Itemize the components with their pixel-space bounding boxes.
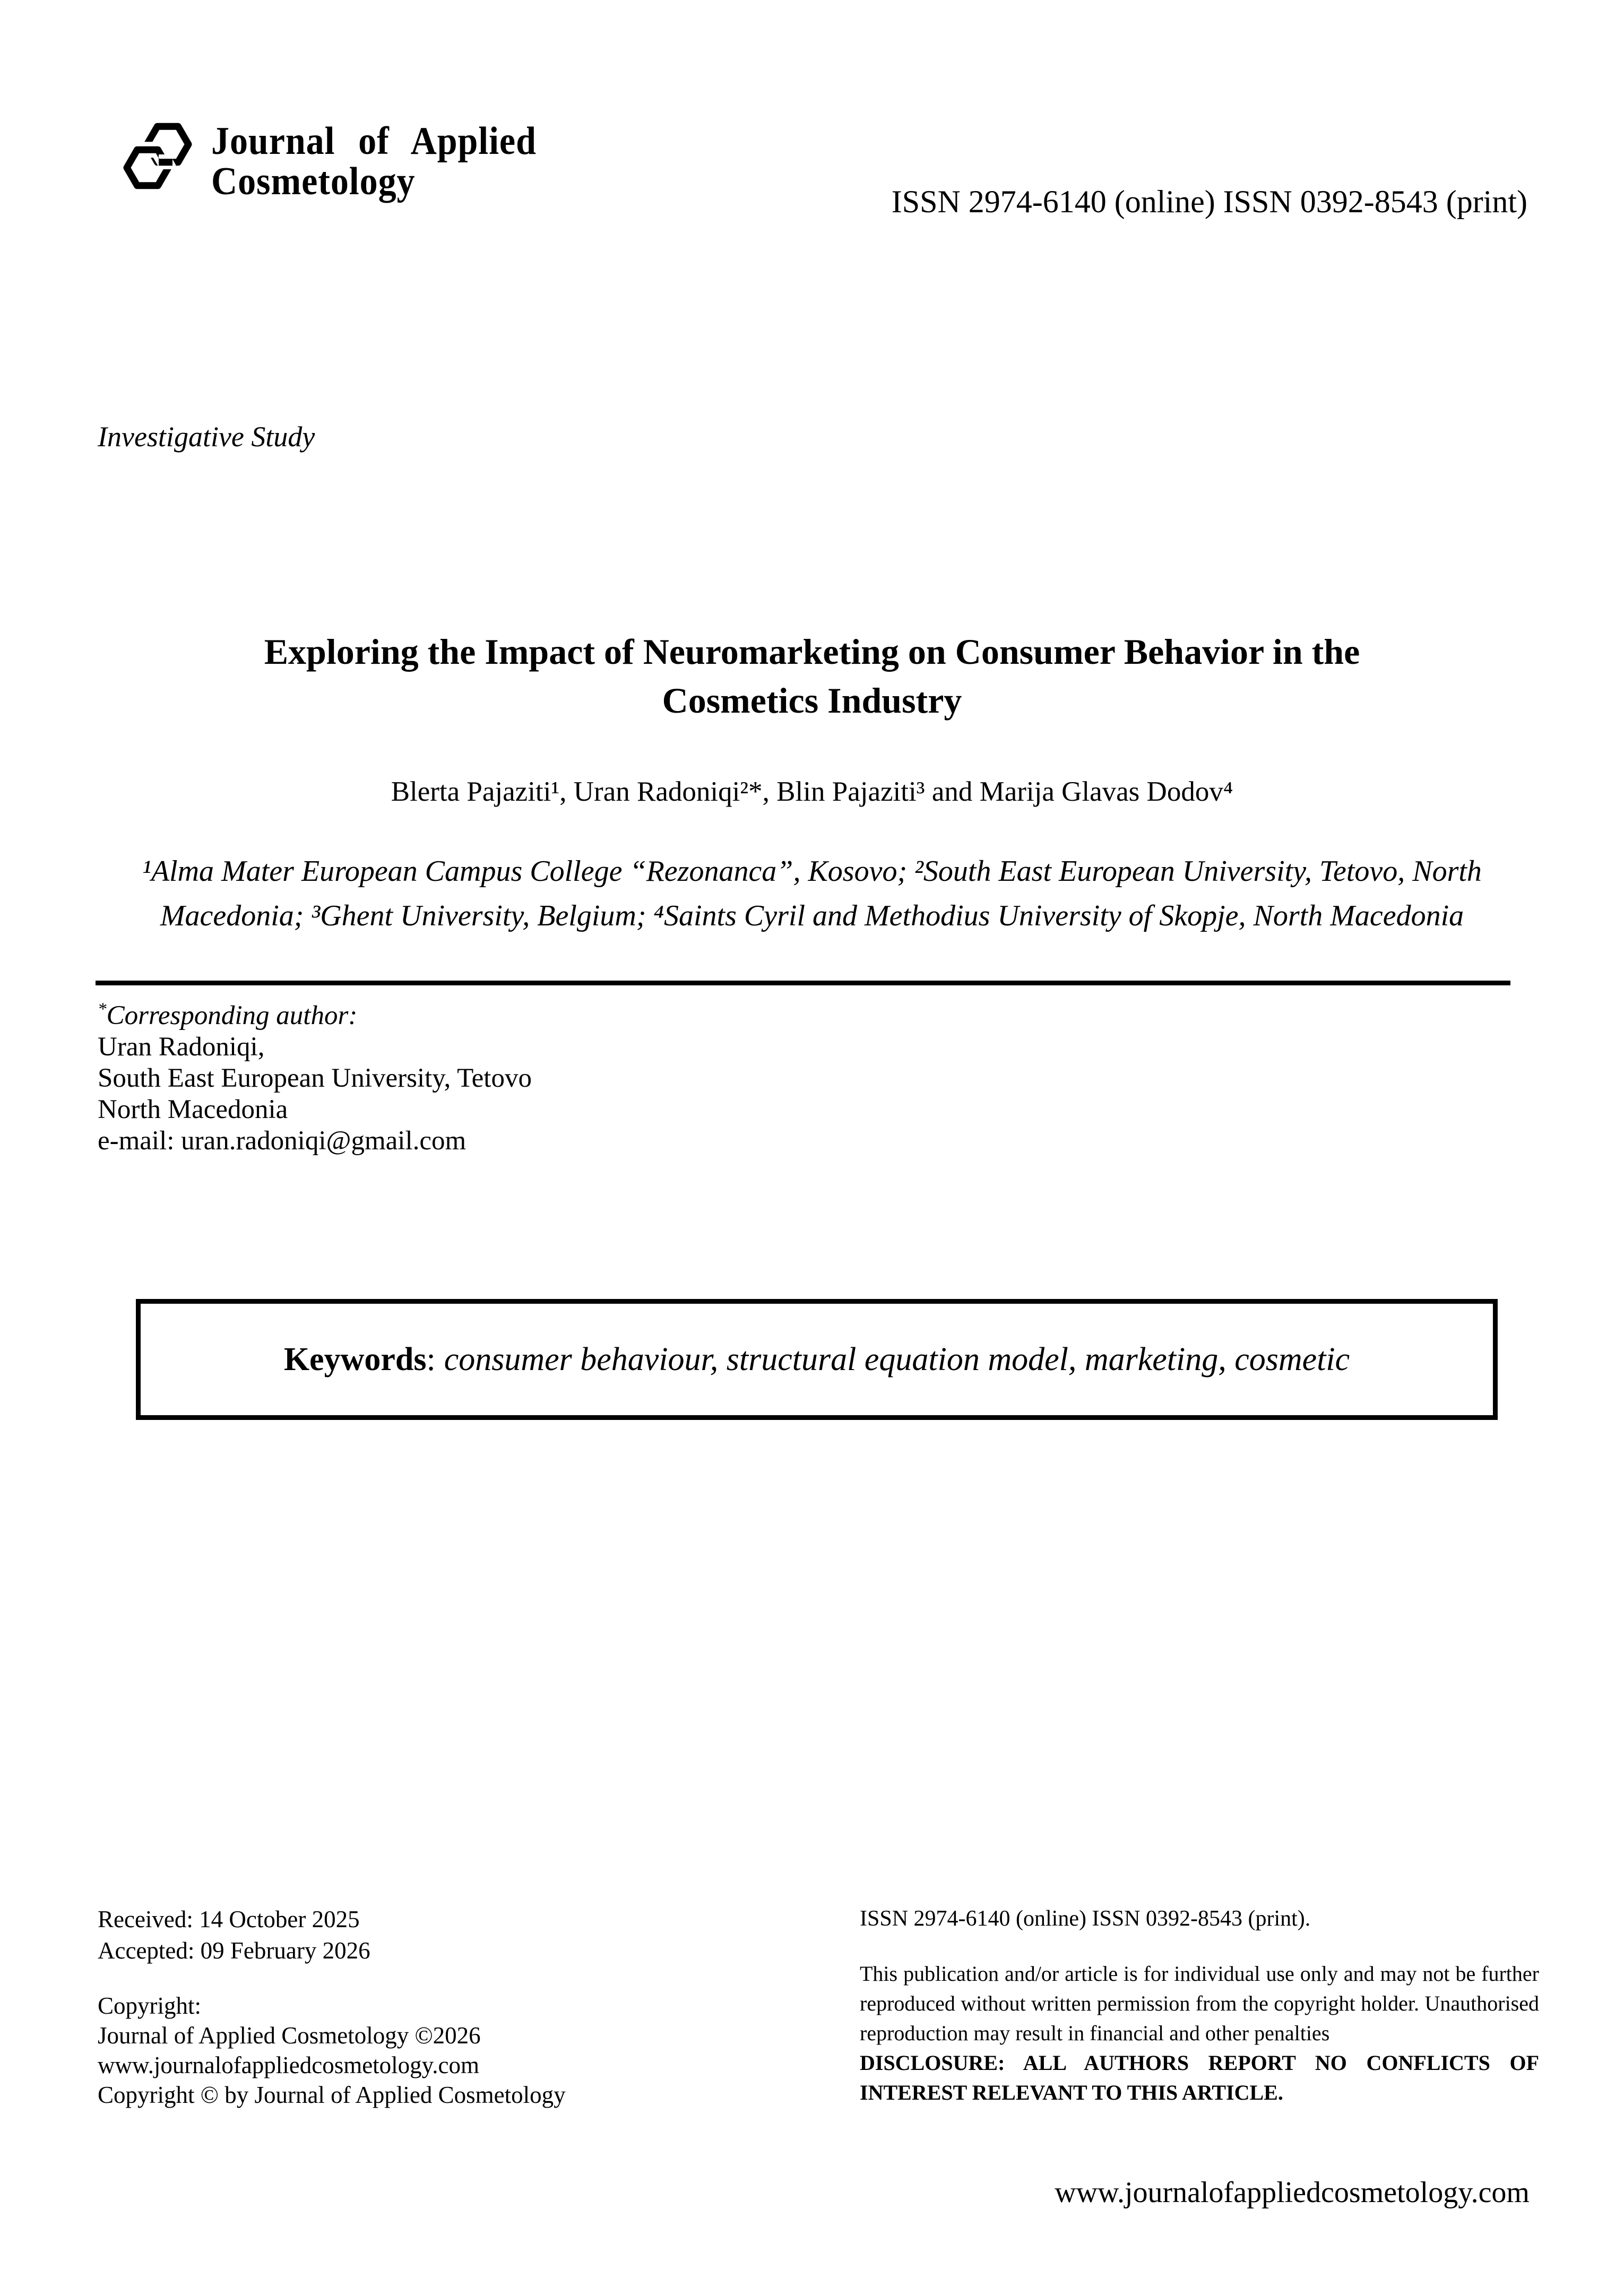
corresponding-author-country: North Macedonia <box>98 1095 288 1124</box>
affiliations: ¹Alma Mater European Campus College “Rezonanca”, Kosovo; ²South East European University, Tetovo, North Macedonia; ³Ghent University, Belgium; ⁴Saints Cyril and Methodius University of Skopje, North Macedonia <box>142 855 1482 932</box>
article-type-label: Investigative Study <box>98 421 315 453</box>
corresponding-author-institution: South East European University, Tetovo <box>98 1063 532 1093</box>
interlocked-hexagons-icon <box>120 121 195 191</box>
keywords-label: Keywords <box>283 1341 427 1377</box>
corresponding-author-block <box>98 993 532 1157</box>
authors-line: Blerta Pajaziti¹, Uran Radoniqi²*, Blin Pajaziti³ and Marija Glavas Dodov⁴ <box>391 776 1233 807</box>
received-date: Received: 14 October 2025 <box>98 1906 360 1933</box>
keywords-colon: : <box>426 1341 436 1377</box>
corresponding-asterisk: * <box>98 999 107 1019</box>
issn-footer: ISSN 2974-6140 (online) ISSN 0392-8543 (print). <box>860 1907 1311 1931</box>
copyright-heading: Copyright: <box>98 1992 202 2019</box>
journal-website: www.journalofappliedcosmetology.com <box>1055 2176 1530 2209</box>
copyright-notice: Copyright © by Journal of Applied Cosmetology <box>98 2082 566 2108</box>
journal-name <box>211 121 537 202</box>
copyright-owner: Journal of Applied Cosmetology ©2026 <box>98 2022 481 2049</box>
corresponding-author-email: e-mail: uran.radoniqi@gmail.com <box>98 1126 467 1156</box>
keywords-box <box>136 1299 1498 1420</box>
journal-name-line1: Journal of Applied <box>211 119 537 163</box>
corresponding-author-name: Uran Radoniqi, <box>98 1032 265 1062</box>
corresponding-label: Corresponding author: <box>106 1001 358 1030</box>
dates-copyright-block <box>98 1904 566 2110</box>
divider-rule <box>96 981 1510 985</box>
issn-disclosure-block <box>860 1904 1539 2108</box>
copyright-website: www.journalofappliedcosmetology.com <box>98 2052 479 2078</box>
article-title: Exploring the Impact of Neuromarketing on Consumer Behavior in the Cosmetics Industry <box>264 631 1360 721</box>
journal-logo <box>120 121 565 202</box>
disclosure-statement: DISCLOSURE: ALL AUTHORS REPORT NO CONFLICTS OF INTEREST RELEVANT TO THIS ARTICLE. <box>860 2051 1539 2104</box>
corresponding-author-heading <box>98 993 532 1032</box>
issn-header: ISSN 2974-6140 (online) ISSN 0392-8543 (print) <box>891 184 1527 219</box>
keywords-list: consumer behaviour, structural equation model, marketing, cosmetic <box>444 1341 1350 1377</box>
reproduction-notice: This publication and/or article is for individual use only and may not be further reproduced without written permission from the copyright holder. Unauthorised reproduction may result in financial and other penalties <box>860 1962 1539 2045</box>
accepted-date: Accepted: 09 February 2026 <box>98 1937 370 1964</box>
copyright-block <box>98 1991 566 2110</box>
journal-name-line2: Cosmetology <box>211 160 416 203</box>
